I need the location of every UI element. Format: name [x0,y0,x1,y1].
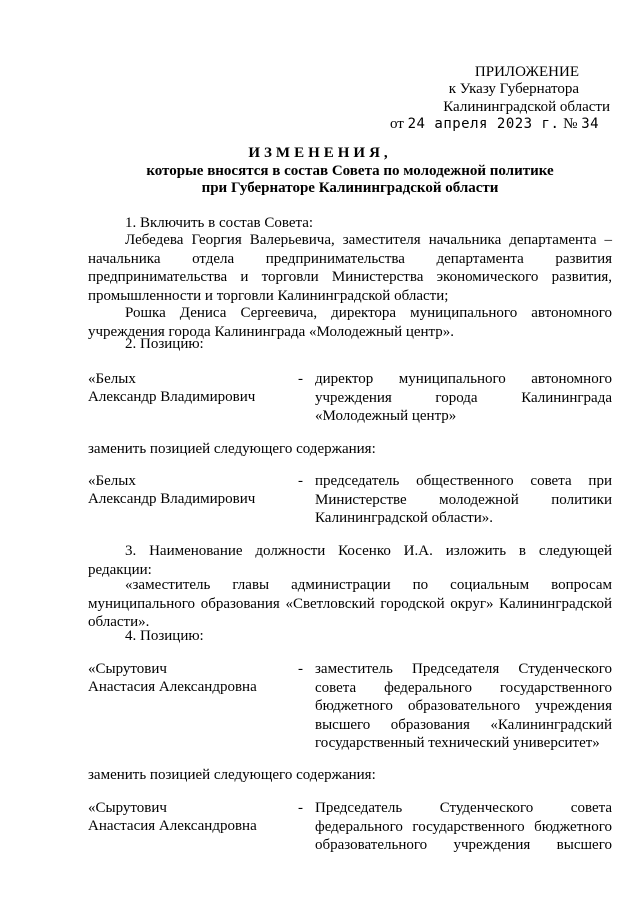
date-prefix: от [390,116,404,132]
appendix-region: Калининградской области [443,99,610,115]
number-sign: № [563,116,578,132]
item4-new-name: «Сырутович Анастасия Александровна [88,800,257,834]
replace-instruction-2: заменить позицией следующего содержания: [88,767,376,783]
item1-person2: Рошка Дениса Сергеевича, директора муниципального автономного учреждения города Калининграда «Молодежный центр». [88,305,612,340]
item2-new-description: председатель общественного совета при Министерстве молодежной политики Калининградской области». [315,473,612,526]
appendix-decree-ref: к Указу Губернатора [448,81,579,97]
item4-heading: 4. Позицию: [125,628,204,644]
decree-date-line [390,115,599,133]
item2-new-name: «Белых Александр Владимирович [88,473,256,507]
item2-old-description: директор муниципального автономного учреждения города Калининграда «Молодежный центр» [315,371,612,424]
item4-old-name: «Сырутович Анастасия Александровна [88,661,257,695]
replace-instruction-1: заменить позицией следующего содержания: [88,441,376,457]
date-value: 24 апреля 2023 г. [407,116,560,132]
item2-new-dash: - [298,473,303,489]
item1-person1: Лебедева Георгия Валерьевича, заместителя начальника департамента – начальника отдела предпринимательства департамента развития предпринимательства и торговли Министерства экономического развития, промышленности и торговли Калининградской области; [88,232,612,304]
item3-text: 3. Наименование должности Косенко И.А. изложить в следующей редакции: [88,543,612,578]
document-subtitle-line2: при Губернаторе Калининградской области [201,180,499,196]
item4-new-description: Председатель Студенческого совета федерального государственного бюджетного образовательного учреждения высшего [315,800,612,853]
item2-old-name: «Белых Александр Владимирович [88,371,256,405]
item4-old-description: заместитель Председателя Студенческого совета федерального государственного бюджетного образовательного учреждения высшего образования «Калининградский государственный технический университет» [315,661,612,751]
item2-heading: 2. Позицию: [125,336,204,352]
appendix-heading: ПРИЛОЖЕНИЕ [474,64,579,80]
number-value: 34 [581,116,600,132]
item4-new-dash: - [298,800,303,816]
item3-quote: «заместитель главы администрации по социальным вопросам муниципального образования «Светловский городской округ» Калининградской области». [88,577,612,630]
document-subtitle-line1: которые вносятся в состав Совета по молодежной политике [146,163,554,179]
document-title: ИЗМЕНЕНИЯ, [248,145,392,161]
item1-heading: 1. Включить в состав Совета: [125,215,314,231]
item2-old-dash: - [298,371,303,387]
item4-old-dash: - [298,661,303,677]
